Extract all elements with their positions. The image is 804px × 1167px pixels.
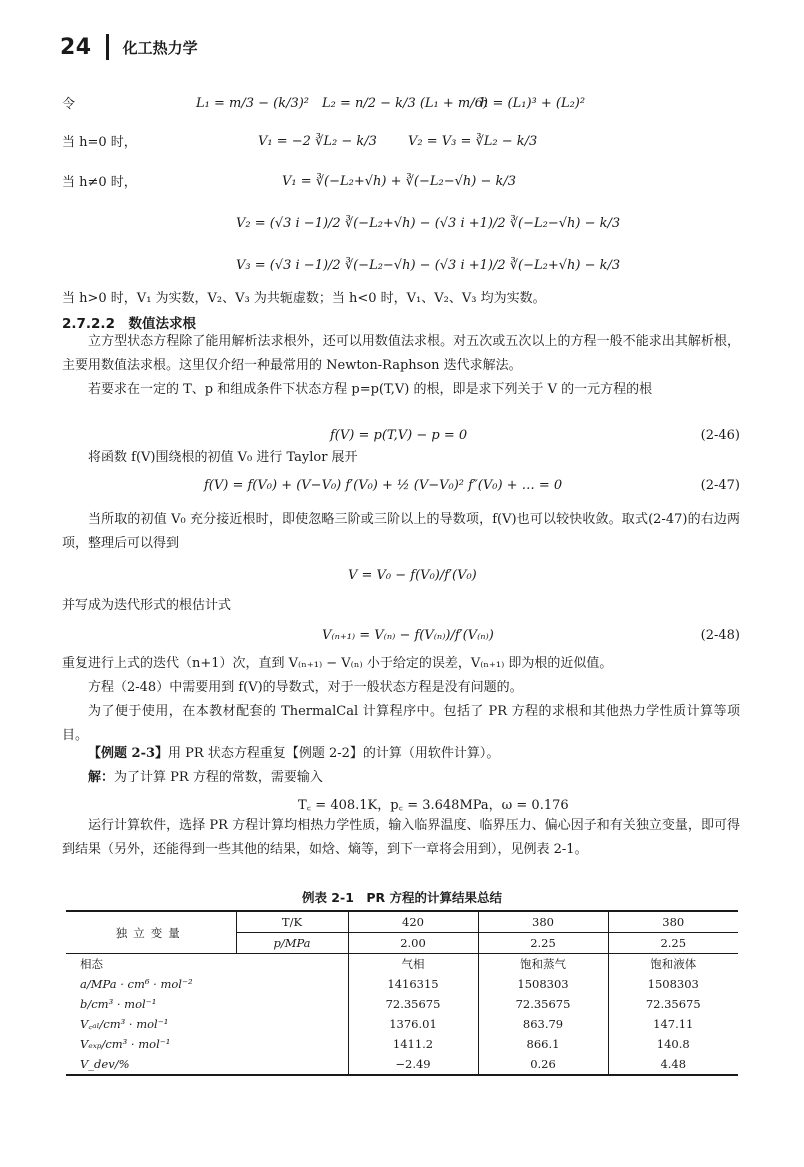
eq-hne-v3: V₃ = (√3 i −1)/2 ∛(−L₂−√h) − (√3 i +1)/2 ∛(−L₂+√h) − k/3 bbox=[236, 258, 621, 273]
page-number: 24 bbox=[60, 34, 92, 60]
root-remark: 当 h>0 时，V₁ 为实数，V₂、V₃ 为共轭虚数；当 h<0 时，V₁、V₂、V₃ 均为实数。 bbox=[62, 291, 546, 306]
equation-newton: V = V₀ − f(V₀)/f′(V₀) bbox=[348, 568, 477, 583]
equation-2-47-number: (2-47) bbox=[700, 478, 740, 493]
table-cell: 饱和蒸气 bbox=[478, 954, 608, 975]
table-cell: 2.00 bbox=[348, 933, 478, 954]
paragraph-iterate: 重复进行上式的迭代（n+1）次，直到 V₍ₙ₊₁₎ − V₍ₙ₎ 小于给定的误差，V₍ₙ₊₁₎ 即为根的近似值。 bbox=[62, 656, 613, 671]
table-cell: 1411.2 bbox=[348, 1034, 478, 1054]
table-row bbox=[66, 994, 738, 1014]
row-label: Vₑₓₚ/cm³ · mol⁻¹ bbox=[80, 1037, 171, 1051]
paragraph-numeric-intro: 立方型状态方程除了能用解析法求根外，还可以用数值法求根。对五次或五次以上的方程一般不能求出其解析根，主要用数值法求根。这里仅介绍一种最常用的 Newton-Raphson 迭代求解法。 bbox=[62, 334, 740, 373]
table-cell: 147.11 bbox=[608, 1014, 738, 1034]
table-cell: 1376.01 bbox=[348, 1014, 478, 1034]
independent-variable-label: 独立变量 bbox=[66, 911, 236, 954]
equation-2-47: f(V) = f(V₀) + (V−V₀) f′(V₀) + ½ (V−V₀)² f″(V₀) + … = 0 bbox=[204, 478, 563, 493]
section-heading: 2.7.2.2 数值法求根 bbox=[62, 316, 196, 332]
example-statement bbox=[62, 742, 740, 766]
paragraph-taylor: 将函数 f(V)围绕根的初值 V₀ 进行 Taylor 展开 bbox=[88, 450, 358, 465]
paragraph-iterative-form: 并写成为迭代形式的根估计式 bbox=[62, 598, 232, 613]
paragraph-equation-root: 若要求在一定的 T、p 和组成条件下状态方程 p=p(T,V) 的根，即是求下列关于 V 的一元方程的根 bbox=[88, 382, 653, 397]
table-cell: −2.49 bbox=[348, 1054, 478, 1075]
equation-2-46-number: (2-46) bbox=[700, 428, 740, 443]
solution-label: 解： bbox=[88, 770, 115, 785]
row-label: a/MPa · cm⁶ · mol⁻² bbox=[80, 977, 193, 991]
eq-h0-v1: V₁ = −2 ∛L₂ − k/3 bbox=[258, 134, 377, 149]
table-row bbox=[66, 1054, 738, 1075]
let-label: 令 bbox=[62, 97, 76, 112]
equation-2-48: V₍ₙ₊₁₎ = V₍ₙ₎ − f(V₍ₙ₎)/f′(V₍ₙ₎) bbox=[322, 628, 494, 643]
results-table bbox=[66, 910, 738, 1076]
table-row bbox=[66, 1014, 738, 1034]
eq-L2: L₂ = n/2 − k/3 (L₁ + m/6) bbox=[322, 96, 488, 111]
header-divider bbox=[106, 34, 109, 60]
page-header bbox=[60, 34, 198, 60]
eq-h0-v23: V₂ = V₃ = ∛L₂ − k/3 bbox=[408, 134, 538, 149]
table-caption: 例表 2-1 PR 方程的计算结果总结 bbox=[301, 890, 503, 905]
eq-hne-v2: V₂ = (√3 i −1)/2 ∛(−L₂+√h) − (√3 i +1)/2 ∛(−L₂−√h) − k/3 bbox=[236, 216, 621, 231]
table-cell: 72.35675 bbox=[348, 994, 478, 1014]
table-cell: 气相 bbox=[348, 954, 478, 975]
table-cell: 4.48 bbox=[608, 1054, 738, 1075]
eq-L1: L₁ = m/3 − (k/3)² bbox=[196, 96, 310, 111]
eq-hne-v1: V₁ = ∛(−L₂+√h) + ∛(−L₂−√h) − k/3 bbox=[282, 174, 517, 189]
book-title: 化工热力学 bbox=[122, 38, 198, 57]
table-cell: 380 bbox=[608, 911, 738, 933]
paragraph-derivative: 方程（2-48）中需要用到 f(V)的导数式，对于一般状态方程是没有问题的。 bbox=[88, 680, 523, 695]
row-label: 相态 bbox=[66, 954, 348, 975]
solution-text: 为了计算 PR 方程的常数，需要输入 bbox=[114, 770, 323, 785]
example-text: 用 PR 状态方程重复【例题 2-2】的计算（用软件计算）。 bbox=[168, 746, 500, 761]
eq-h: h = (L₁)³ + (L₂)² bbox=[480, 96, 586, 111]
table-row bbox=[66, 974, 738, 994]
table-cell: 140.8 bbox=[608, 1034, 738, 1054]
row-label: p/MPa bbox=[236, 933, 348, 954]
table-cell: 420 bbox=[348, 911, 478, 933]
table-row bbox=[66, 954, 738, 975]
row-label: V꜀ₐₗ/cm³ · mol⁻¹ bbox=[80, 1016, 169, 1031]
critical-parameters: T꜀ = 408.1K，p꜀ = 3.648MPa，ω = 0.176 bbox=[298, 798, 569, 813]
table-row bbox=[66, 911, 738, 933]
table-cell: 72.35675 bbox=[478, 994, 608, 1014]
equation-2-48-number: (2-48) bbox=[700, 628, 740, 643]
row-label: T/K bbox=[236, 911, 348, 933]
example-label: 【例题 2-3】 bbox=[88, 746, 169, 761]
table-cell: 1508303 bbox=[608, 974, 738, 994]
table-cell: 866.1 bbox=[478, 1034, 608, 1054]
table-row bbox=[66, 1034, 738, 1054]
table-cell: 2.25 bbox=[478, 933, 608, 954]
solution-statement bbox=[62, 766, 740, 790]
table-cell: 863.79 bbox=[478, 1014, 608, 1034]
table-cell: 1416315 bbox=[348, 974, 478, 994]
table-cell: 72.35675 bbox=[608, 994, 738, 1014]
paragraph-run-software: 运行计算软件，选择 PR 方程计算均相热力学性质，输入临界温度、临界压力、偏心因子和有关独立变量，即可得到结果（另外，还能得到一些其他的结果，如焓、熵等，到下一章将会用到），见例表 2-1。 bbox=[62, 818, 740, 857]
table-cell: 0.26 bbox=[478, 1054, 608, 1075]
table-cell: 1508303 bbox=[478, 974, 608, 994]
equation-2-46: f(V) = p(T,V) − p = 0 bbox=[330, 428, 468, 443]
table-cell: 380 bbox=[478, 911, 608, 933]
when-h-zero: 当 h=0 时， bbox=[62, 135, 137, 150]
when-h-nonzero: 当 h≠0 时， bbox=[62, 175, 137, 190]
row-label: b/cm³ · mol⁻¹ bbox=[80, 997, 157, 1011]
paragraph-thermalcal: 为了便于使用，在本教材配套的 ThermalCal 计算程序中。包括了 PR 方程的求根和其他热力学性质计算等项目。 bbox=[62, 704, 740, 743]
row-label: V_dev/% bbox=[66, 1054, 348, 1075]
table-cell: 2.25 bbox=[608, 933, 738, 954]
table-cell: 饱和液体 bbox=[608, 954, 738, 975]
paragraph-convergence: 当所取的初值 V₀ 充分接近根时，即使忽略三阶或三阶以上的导数项，f(V)也可以较快收敛。取式(2-47)的右边两项，整理后可以得到 bbox=[62, 512, 740, 551]
